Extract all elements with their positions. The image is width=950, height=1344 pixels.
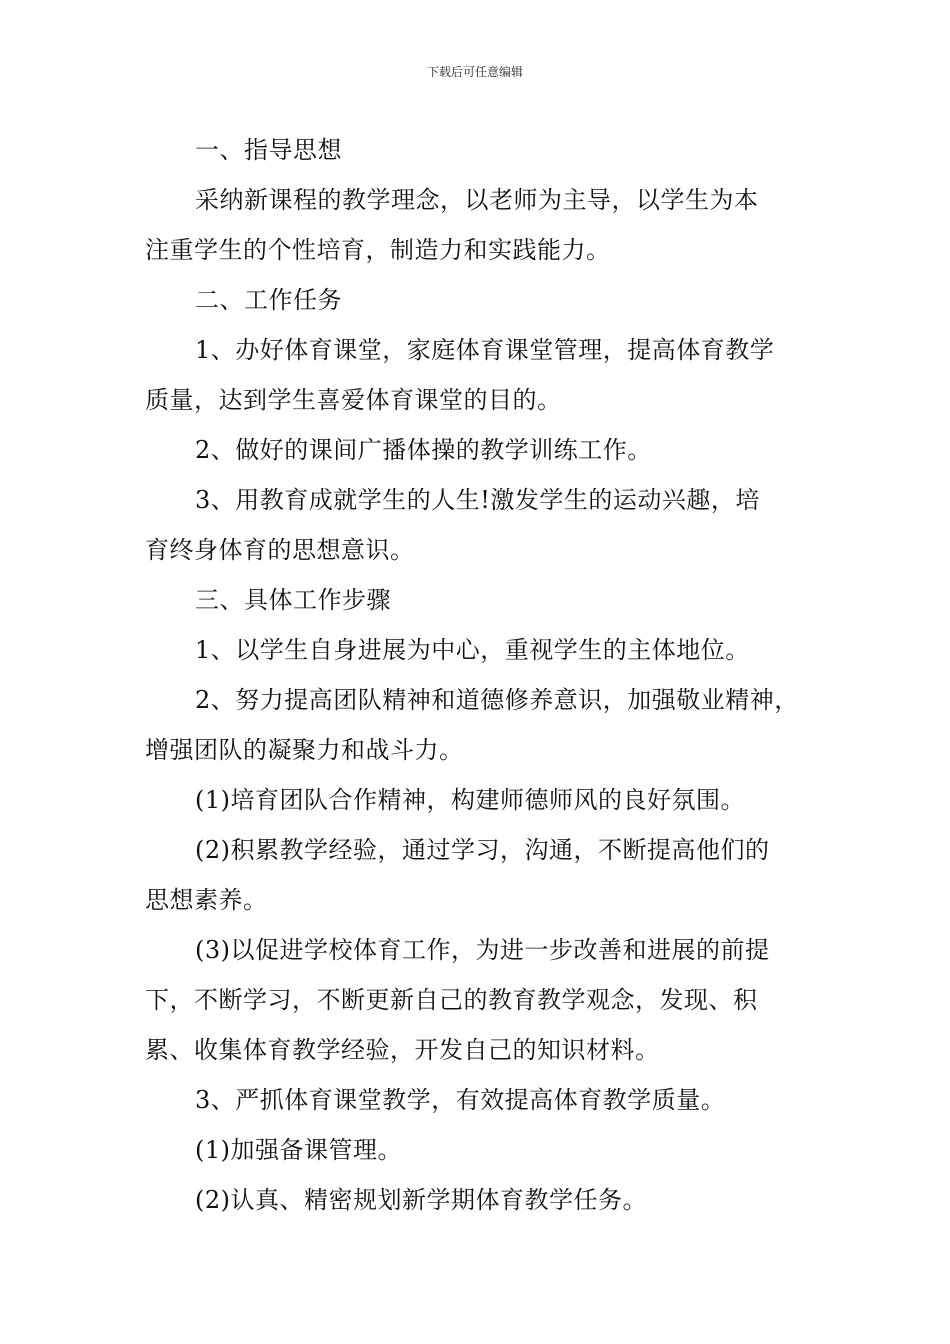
paragraph-line: 3、用教育成就学生的人生!激发学生的运动兴趣，培: [195, 486, 760, 514]
paragraph-line: (2)认真、精密规划新学期体育教学任务。: [195, 1186, 647, 1214]
paragraph-line: 育终身体育的思想意识。: [145, 536, 415, 564]
paragraph-line: 质量，达到学生喜爱体育课堂的目的。: [145, 386, 562, 414]
document-body: [145, 125, 830, 1225]
paragraph-line: 3、严抓体育课堂教学，有效提高体育教学质量。: [195, 1086, 726, 1114]
paragraph-line: 采纳新课程的教学理念，以老师为主导，以学生为本: [195, 186, 759, 214]
paragraph-line: 2、做好的课间广播体操的教学训练工作。: [195, 436, 652, 464]
paragraph-line: 2、努力提高团队精神和道德修养意识，加强敬业精神，: [195, 686, 799, 714]
paragraph-line: 增强团队的凝聚力和战斗力。: [145, 736, 464, 764]
paragraph-line: 思想素养。: [145, 886, 268, 914]
section-heading: 二、工作任务: [195, 286, 342, 314]
paragraph-line: 注重学生的个性培育，制造力和实践能力。: [145, 236, 611, 264]
section-heading: 三、具体工作步骤: [195, 586, 391, 614]
section-heading: 一、指导思想: [195, 136, 342, 164]
paragraph-line: 1、办好体育课堂，家庭体育课堂管理，提高体育教学: [195, 336, 775, 364]
paragraph-line: 累、收集体育教学经验，开发自己的知识材料。: [145, 1036, 660, 1064]
paragraph-line: 1、以学生自身进展为中心，重视学生的主体地位。: [195, 636, 750, 664]
paragraph-line: (3)以促进学校体育工作，为进一步改善和进展的前提: [195, 936, 770, 964]
paragraph-line: (1)培育团队合作精神，构建师德师风的良好氛围。: [195, 786, 745, 814]
paragraph-line: 下，不断学习，不断更新自己的教育教学观念，发现、积: [145, 986, 758, 1014]
paragraph-line: (2)积累教学经验，通过学习，沟通，不断提高他们的: [195, 836, 770, 864]
paragraph-line: (1)加强备课管理。: [195, 1136, 402, 1164]
page-header: 下载后可任意编辑: [426, 65, 523, 79]
